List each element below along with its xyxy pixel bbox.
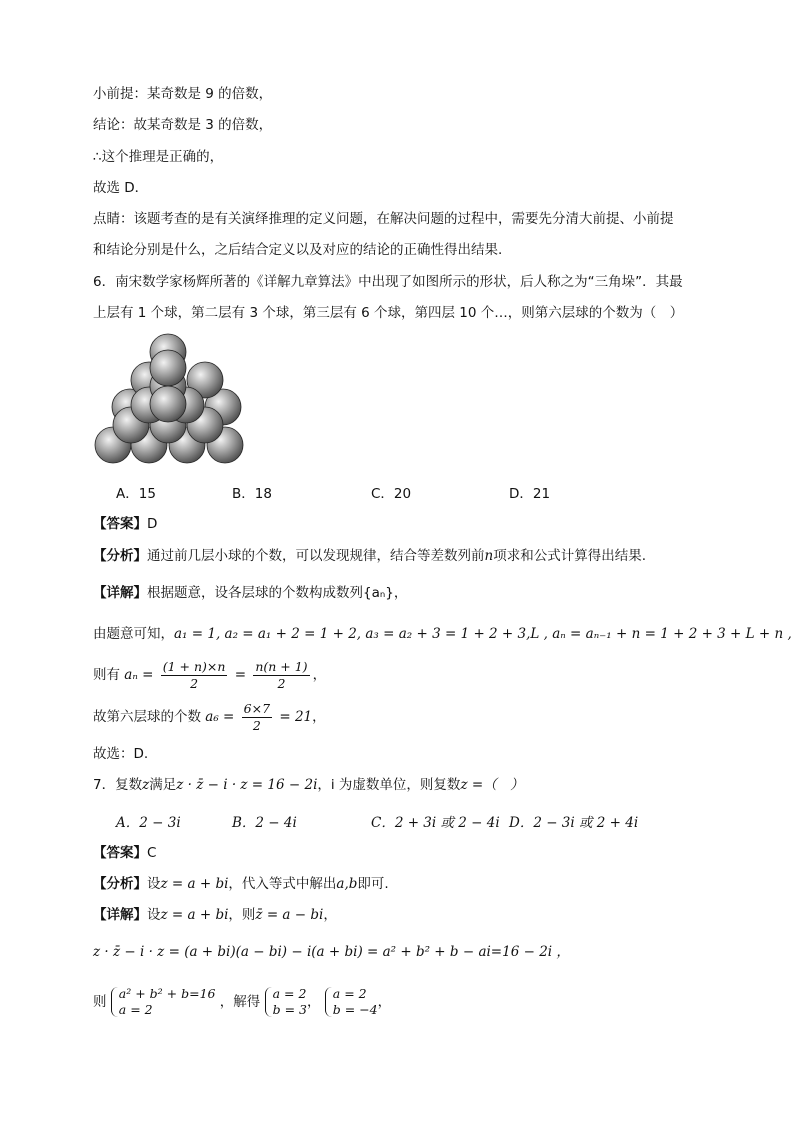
- detail-text: ，解得: [219, 994, 261, 1010]
- math-expression: = 21: [279, 709, 313, 725]
- detail-line: [93, 700, 326, 734]
- detail-line: [93, 584, 407, 602]
- detail-text: 故第六层球的个数: [93, 709, 201, 725]
- math-expression: z = a + bi: [160, 876, 229, 892]
- detail-text: ，: [312, 667, 327, 683]
- question-7-stem: [93, 776, 524, 794]
- analysis-text: ，代入等式中解出: [228, 876, 337, 892]
- option-a: A．2 − 3i: [116, 815, 181, 831]
- answer-tag: 【答案】: [93, 516, 147, 532]
- system-row: a = 2: [332, 986, 367, 1001]
- detail-text: 由题意可知，: [93, 626, 174, 642]
- system-row: a = 2: [118, 1002, 153, 1017]
- math-expression: aₙ =: [124, 667, 154, 683]
- detail-text: 则: [93, 994, 107, 1010]
- analysis-tag: 【分析】: [93, 548, 147, 564]
- option-a: A．15: [116, 486, 156, 502]
- fraction-numerator: n(n + 1): [255, 658, 308, 674]
- math-var: n: [484, 548, 494, 564]
- text-line: 故选 D．: [93, 180, 149, 196]
- option-c: C．20: [371, 486, 412, 502]
- fraction: [161, 659, 228, 692]
- system-row: a² + b² + b=16: [118, 986, 216, 1001]
- answer-line: [93, 844, 156, 862]
- system-row: b = 3: [272, 1002, 307, 1017]
- detail-tag: 【详解】: [93, 907, 147, 923]
- analysis-line: [93, 875, 389, 893]
- detail-line: [93, 985, 391, 1019]
- equation-system: [111, 986, 216, 1018]
- math-expression: z · z̄ − i · z = 16 − 2i: [176, 777, 318, 793]
- math-expression: a₁ = 1, a₂ = a₁ + 2 = 1 + 2, a₃ = a₂ + 3 = 1 + 2 + 3,L , aₙ = aₙ₋₁ + n = 1 + 2 + 3 + L + n ,: [174, 626, 792, 642]
- question-text: 7．复数: [93, 777, 143, 793]
- option-b: B．2 − 4i: [232, 815, 297, 831]
- math-expression: =: [234, 667, 247, 683]
- question-6-stem: 6．南宋数学家杨辉所著的《详解九章算法》中出现了如图所示的形状，后人称之为“三角垛”．其最: [93, 274, 683, 290]
- detail-text: ，则: [228, 907, 256, 923]
- detail-line: 故选：D.: [93, 746, 149, 762]
- math-var: z: [142, 777, 150, 793]
- triangular-pile-figure: [93, 328, 253, 468]
- analysis-text: 通过前几层小球的个数，可以发现规律，结合等差数列前: [147, 548, 485, 564]
- fraction: [253, 659, 309, 692]
- detail-line: [93, 906, 337, 924]
- detail-text: ，: [377, 994, 392, 1010]
- answer-value: C: [147, 845, 157, 861]
- detail-text: 则有: [93, 667, 120, 683]
- analysis-text: 项求和公式计算得出结果.: [493, 548, 646, 564]
- option-d: D．21: [509, 486, 551, 502]
- system-row: b = −4: [332, 1002, 378, 1017]
- detail-line: z · z̄ − i · z = (a + bi)(a − bi) − i(a + bi) = a² + b² + b − ai=16 − 2i ，: [93, 944, 570, 960]
- math-expression: z = a + bi: [160, 907, 229, 923]
- answer-tag: 【答案】: [93, 845, 147, 861]
- analysis-line: [93, 547, 646, 565]
- fraction-denominator: 2: [277, 675, 286, 691]
- question-text: 满足: [149, 777, 177, 793]
- option-c: C．2 + 3i 或 2 − 4i: [371, 815, 500, 831]
- equation-system: [265, 986, 307, 1018]
- math-expression: z̄ = a − bi: [255, 907, 324, 923]
- analysis-text: 设: [147, 876, 161, 892]
- detail-text: ，: [323, 907, 337, 923]
- math-expression: z =（ ）: [460, 777, 524, 793]
- fraction-denominator: 2: [190, 675, 199, 691]
- answer-value: D: [147, 516, 158, 532]
- fraction-numerator: (1 + n)×n: [162, 658, 226, 674]
- text-line: 结论：故某奇数是 3 的倍数，: [93, 117, 273, 133]
- detail-text: 设: [147, 907, 161, 923]
- detail-text: ，: [306, 994, 321, 1010]
- detail-line: [93, 625, 792, 643]
- option-d: D．2 − 3i 或 2 + 4i: [509, 815, 639, 831]
- math-expression: a₆ =: [205, 709, 235, 725]
- detail-tag: 【详解】: [93, 585, 147, 601]
- answer-line: [93, 515, 157, 533]
- option-b: B．18: [232, 486, 272, 502]
- question-text: ，i 为虚数单位，则复数: [317, 777, 461, 793]
- detail-text: 根据题意，设各层球的个数构成数列{aₙ}，: [147, 585, 408, 601]
- equation-system: [325, 986, 378, 1018]
- math-expression: a,b: [336, 876, 358, 892]
- fraction-numerator: 6×7: [243, 700, 271, 716]
- text-line: ∴这个推理是正确的，: [93, 149, 224, 165]
- text-line: 和结论分别是什么，之后结合定义以及对应的结论的正确性得出结果.: [93, 242, 503, 258]
- analysis-text: 即可.: [357, 876, 389, 892]
- analysis-tag: 【分析】: [93, 876, 147, 892]
- detail-line: [93, 658, 326, 692]
- detail-text: ，: [312, 709, 326, 725]
- text-line: 小前提：某奇数是 9 的倍数，: [93, 86, 273, 102]
- text-line: 点睛：该题考查的是有关演绎推理的定义问题，在解决问题的过程中，需要先分清大前提、小前提: [93, 211, 674, 227]
- fraction: [242, 701, 272, 734]
- question-6-stem: 上层有 1 个球，第二层有 3 个球，第三层有 6 个球，第四层 10 个…，则第六层球的个数为（ ）: [93, 305, 684, 321]
- system-row: a = 2: [272, 986, 307, 1001]
- fraction-denominator: 2: [252, 717, 261, 733]
